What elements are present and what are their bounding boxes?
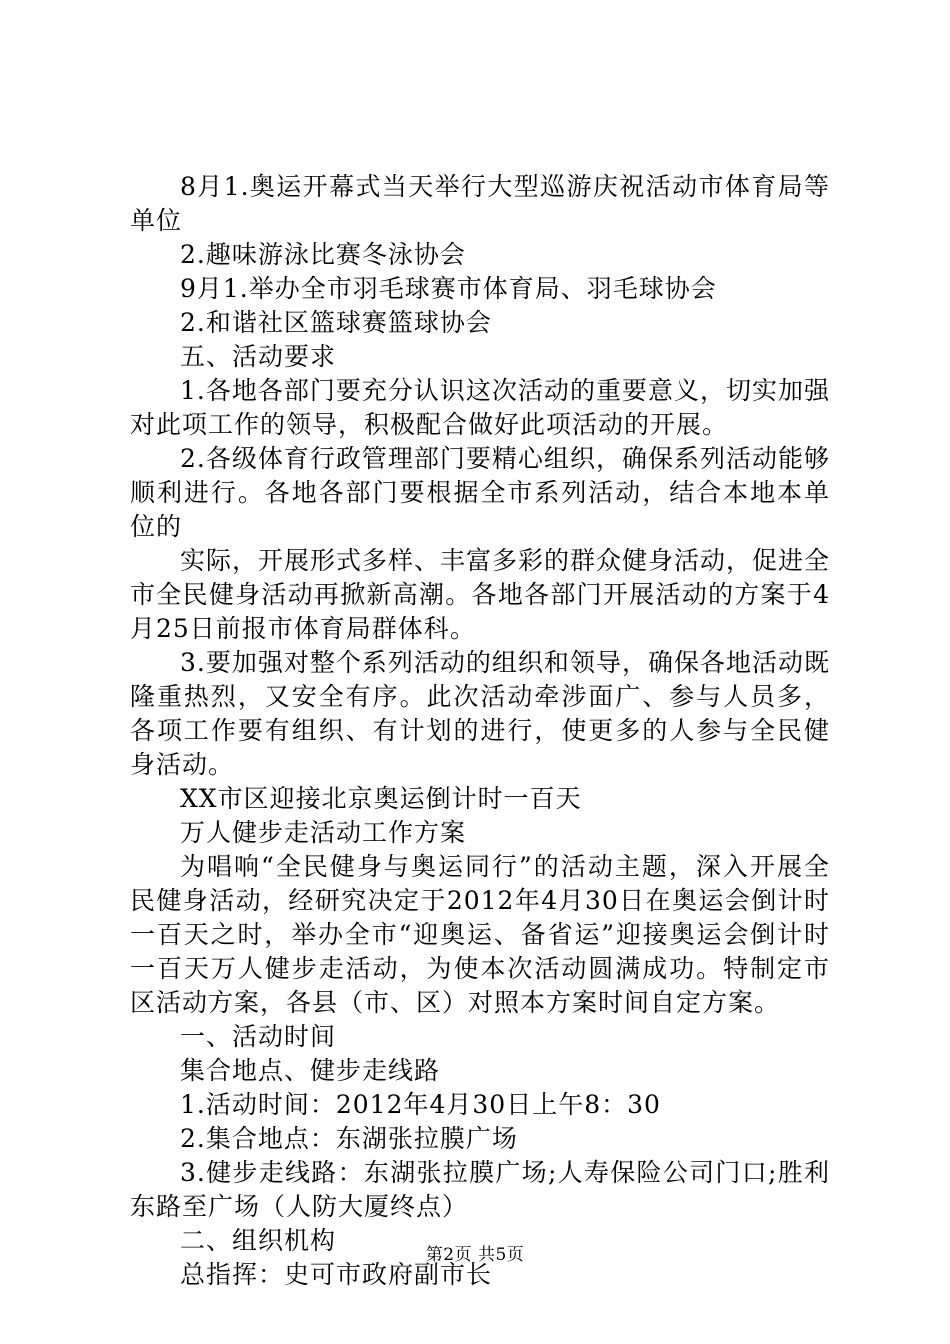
paragraph: 1.各地各部门要充分认识这次活动的重要意义，切实加强对此项工作的领导，积极配合做好此项活动的开展。 [130, 376, 830, 439]
paragraph: 1.活动时间：2012年4月30日上午8：30 [180, 1090, 661, 1119]
page-footer [0, 1244, 950, 1266]
section-heading: 一、活动时间 [180, 1022, 337, 1051]
paragraph: 8月1.奥运开幕式当天举行大型巡游庆祝活动市体育局等单位 [130, 172, 830, 235]
paragraph: 3.健步走线路：东湖张拉膜广场;人寿保险公司门口;胜利东路至广场（人防大厦终点） [130, 1158, 830, 1221]
paragraph: 实际，开展形式多样、丰富多彩的群众健身活动，促进全市全民健身活动再掀新高潮。各地各部门开展活动的方案于4月25日前报市体育局群体科。 [130, 546, 831, 643]
document-body [130, 170, 830, 1292]
paragraph: 2.各级体育行政管理部门要精心组织，确保系列活动能够顺利进行。各地各部门要根据全市系列活动，结合本地本单位的 [130, 444, 830, 541]
paragraph: 为唱响“全民健身与奥运同行”的活动主题，深入开展全民健身活动，经研究决定于2012年4月30日在奥运会倒计时一百天之时，举办全市“迎奥运、备省运”迎接奥运会倒计时一百天万人健步走活动，为使本次活动圆满成功。特制定市区活动方案，各县（市、区）对照本方案时间自定方案。 [130, 852, 830, 1017]
page-number-label: 第2页 共5页 [425, 1245, 525, 1265]
section-heading: 二、组织机构 [180, 1226, 337, 1255]
paragraph: 9月1.举办全市羽毛球赛市体育局、羽毛球协会 [180, 274, 717, 303]
document-subtitle: 万人健步走活动工作方案 [180, 818, 467, 847]
paragraph: 集合地点、健步走线路 [180, 1056, 441, 1085]
paragraph: 3.要加强对整个系列活动的组织和领导，确保各地活动既隆重热烈，又安全有序。此次活动牵涉面广、参与人员多，各项工作要有组织、有计划的进行，使更多的人参与全民健身活动。 [130, 648, 830, 779]
paragraph: 2.趣味游泳比赛冬泳协会 [180, 240, 466, 269]
paragraph: 2.集合地点：东湖张拉膜广场 [180, 1124, 518, 1153]
section-heading: 五、活动要求 [180, 342, 337, 371]
paragraph: 总指挥：史可市政府副市长 [180, 1260, 493, 1289]
paragraph: 2.和谐社区篮球赛篮球协会 [180, 308, 492, 337]
document-title: XX市区迎接北京奥运倒计时一百天 [180, 784, 582, 813]
